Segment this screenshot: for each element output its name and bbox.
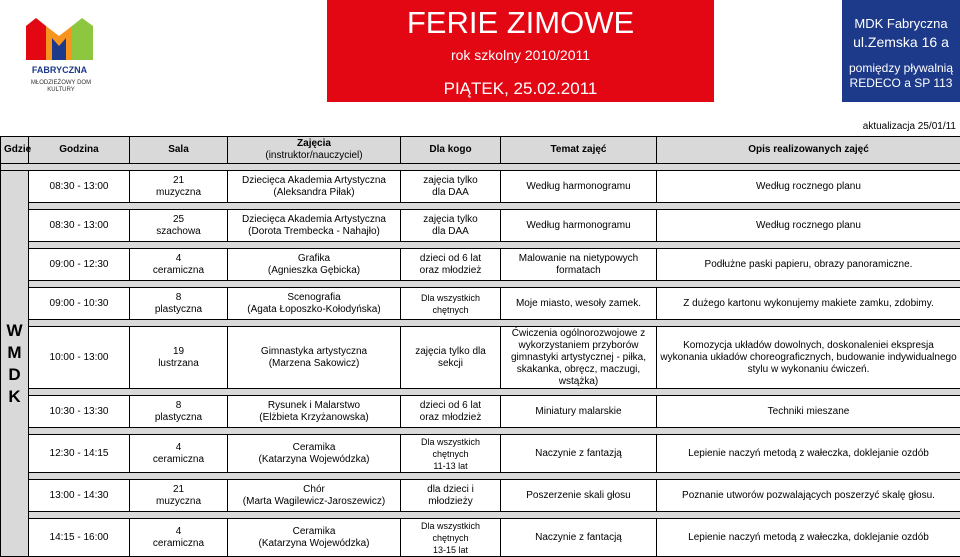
audience-cell: zajęcia tylko dla DAA	[401, 171, 501, 203]
location-gutter: W M D K	[1, 171, 29, 557]
schedule-table	[0, 136, 960, 557]
topic-cell: Poszerzenie skali głosu	[501, 480, 657, 512]
event-title: FERIE ZIMOWE	[327, 0, 714, 43]
table-row	[1, 249, 960, 281]
audience-cell: zajęcia tylko dla sekcji	[401, 327, 501, 389]
table-row	[1, 171, 960, 203]
topic-cell: Moje miasto, wesoły zamek.	[501, 288, 657, 320]
location-street: ul.Zemska 16 a	[842, 33, 960, 51]
room-cell: 8 plastyczna	[130, 288, 228, 320]
location-banner	[842, 0, 960, 102]
location-between: pomiędzy pływalnią	[842, 61, 960, 76]
room-cell: 4 ceramiczna	[130, 435, 228, 473]
school-year: rok szkolny 2010/2011	[327, 46, 714, 64]
room-cell: 4 ceramiczna	[130, 249, 228, 281]
room-cell: 25 szachowa	[130, 210, 228, 242]
description-cell: Techniki mieszane	[657, 396, 960, 428]
activity-cell: Dziecięca Akademia Artystyczna (Aleksandra Piłak)	[228, 171, 401, 203]
topic-cell: Naczynie z fantazją	[501, 435, 657, 473]
topic-cell: Ćwiczenia ogólnorozwojowe z wykorzystaniem przyborów gimnastyki artystycznej - piłka, skakanka, obręcz, maczugi, wstążka)	[501, 327, 657, 389]
activity-cell: Ceramika (Katarzyna Wojewódzka)	[228, 519, 401, 557]
logo-caption: MŁODZIEŻOWY DOM KULTURY	[18, 80, 104, 94]
activity-cell: Scenografia (Agata Łoposzko-Kołodyńska)	[228, 288, 401, 320]
room-cell: 8 plastyczna	[130, 396, 228, 428]
time-cell: 10:30 - 13:30	[29, 396, 130, 428]
topic-cell: Malowanie na nietypowych formatach	[501, 249, 657, 281]
col-topic: Temat zajęć	[501, 137, 657, 164]
activity-cell: Ceramika (Katarzyna Wojewódzka)	[228, 435, 401, 473]
description-cell: Podłużne paski papieru, obrazy panoramiczne.	[657, 249, 960, 281]
audience-cell: Dla wszystkich chętnych 11-13 lat	[401, 435, 501, 473]
col-audience: Dla kogo	[401, 137, 501, 164]
col-where: Gdzie	[1, 137, 29, 164]
room-cell: 19 lustrzana	[130, 327, 228, 389]
time-cell: 09:00 - 12:30	[29, 249, 130, 281]
time-cell: 14:15 - 16:00	[29, 519, 130, 557]
activity-cell: Dziecięca Akademia Artystyczna (Dorota Trembecka - Nahajło)	[228, 210, 401, 242]
audience-cell: Dla wszystkich chętnych	[401, 288, 501, 320]
room-cell: 4 ceramiczna	[130, 519, 228, 557]
activity-cell: Chór (Marta Wagilewicz-Jaroszewicz)	[228, 480, 401, 512]
event-banner	[327, 0, 714, 102]
activity-cell: Rysunek i Malarstwo (Elżbieta Krzyżanowska)	[228, 396, 401, 428]
table-row	[1, 327, 960, 389]
col-room: Sala	[130, 137, 228, 164]
time-cell: 12:30 - 14:15	[29, 435, 130, 473]
mdk-logo-icon	[22, 8, 97, 80]
audience-cell: Dla wszystkich chętnych 13-15 lat	[401, 519, 501, 557]
description-cell: Według rocznego planu	[657, 210, 960, 242]
col-description: Opis realizowanych zajęć	[657, 137, 960, 164]
description-cell: Według rocznego planu	[657, 171, 960, 203]
audience-cell: dla dzieci i młodzieży	[401, 480, 501, 512]
time-cell: 09:00 - 10:30	[29, 288, 130, 320]
table-row	[1, 480, 960, 512]
description-cell: Komozycja układów dowolnych, doskonaleniei ekspresja wykonania układów choreograficznych, budowanie indywidualnego stylu w wykonaniu ćwiczeń.	[657, 327, 960, 389]
location-near: REDECO a SP 113	[842, 76, 960, 91]
room-cell: 21 muzyczna	[130, 171, 228, 203]
logo-title: FABRYCZNA	[32, 65, 88, 75]
description-cell: Lepienie naczyń metodą z wałeczka, doklejanie ozdób	[657, 519, 960, 557]
time-cell: 10:00 - 13:00	[29, 327, 130, 389]
location-name: MDK Fabryczna	[842, 15, 960, 32]
update-date: aktualizacja 25/01/11	[863, 121, 956, 132]
header	[0, 0, 960, 104]
time-cell: 08:30 - 13:00	[29, 210, 130, 242]
topic-cell: Miniatury malarskie	[501, 396, 657, 428]
topic-cell: Naczynie z fantacją	[501, 519, 657, 557]
activity-cell: Gimnastyka artystyczna (Marzena Sakowicz)	[228, 327, 401, 389]
audience-cell: zajęcia tylko dla DAA	[401, 210, 501, 242]
description-cell: Poznanie utworów pozwalających poszerzyć skalę głosu.	[657, 480, 960, 512]
col-time: Godzina	[29, 137, 130, 164]
room-cell: 21 muzyczna	[130, 480, 228, 512]
description-cell: Lepienie naczyń metodą z wałeczka, doklejanie ozdób	[657, 435, 960, 473]
time-cell: 08:30 - 13:00	[29, 171, 130, 203]
table-row	[1, 396, 960, 428]
table-row	[1, 210, 960, 242]
topic-cell: Według harmonogramu	[501, 210, 657, 242]
table-row	[1, 288, 960, 320]
topic-cell: Według harmonogramu	[501, 171, 657, 203]
activity-cell: Grafika (Agnieszka Gębicka)	[228, 249, 401, 281]
table-row	[1, 435, 960, 473]
event-date: PIĄTEK, 25.02.2011	[327, 78, 714, 100]
description-cell: Z dużego kartonu wykonujemy makiete zamku, zdobimy.	[657, 288, 960, 320]
table-row	[1, 519, 960, 557]
table-header-row	[1, 137, 960, 164]
audience-cell: dzieci od 6 lat oraz młodzież	[401, 249, 501, 281]
audience-cell: dzieci od 6 lat oraz młodzież	[401, 396, 501, 428]
col-activity: Zajęcia (instruktor/nauczyciel)	[228, 137, 401, 164]
time-cell: 13:00 - 14:30	[29, 480, 130, 512]
